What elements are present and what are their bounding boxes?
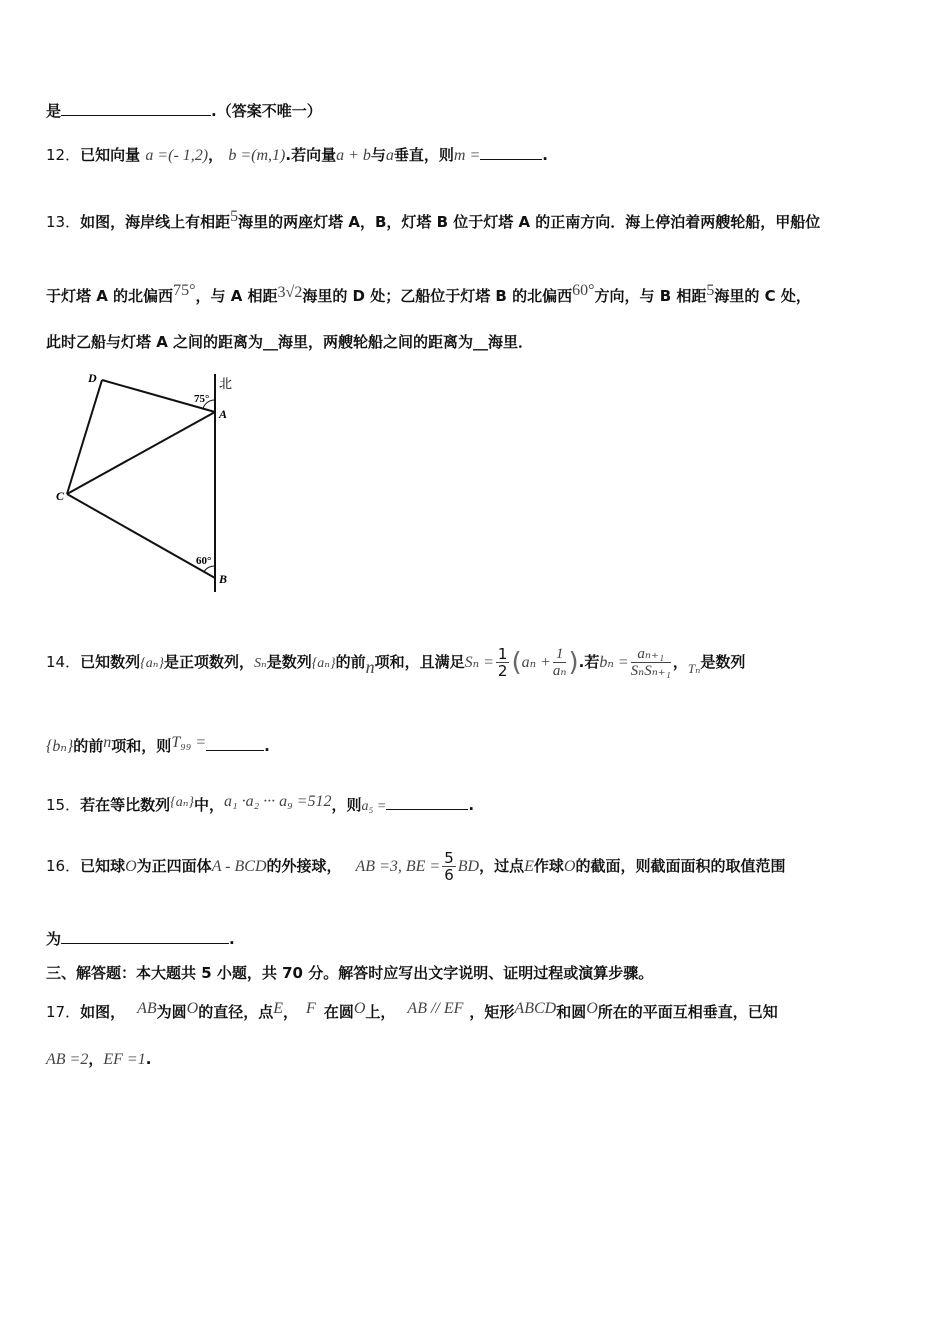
question-12: 12．已知向量 a =(- 1,2)， b =(m,1).若向量a + b与a垂直，则m = . — [46, 146, 548, 164]
lighthouse-diagram — [48, 360, 248, 595]
answer-blank — [206, 736, 264, 751]
point-c-label: C — [56, 489, 65, 503]
answer-blank — [61, 101, 211, 116]
point-d-label: D — [88, 371, 97, 385]
point-a-label: A — [219, 407, 228, 421]
angle-75-label: 75° — [194, 393, 210, 405]
question-15: 15．若在等比数列{aₙ}中，a₁ ·a₂ ··· a₉ =512，则a₅ = . — [46, 793, 475, 814]
question-14-line-2: {bₙ}的前n项和，则T₉₉ = . — [46, 734, 270, 755]
previous-question-tail: 是 .（答案不唯一） — [46, 102, 322, 120]
question-17-line-2: AB =2，EF =1. — [46, 1050, 152, 1068]
question-13-line-3: 此时乙船与灯塔 A 之间的距离为__海里，两艘轮船之间的距离为__海里． — [46, 333, 534, 351]
question-13-line-1: 13．如图，海岸线上有相距5海里的两座灯塔 A，B，灯塔 B 位于灯塔 A 的正南方向．海上停泊着两艘轮船，甲船位 — [46, 208, 821, 231]
vector-a: a =(- 1,2) — [145, 147, 209, 164]
answer-blank — [386, 795, 468, 810]
question-16-line-2: 为 . — [46, 930, 235, 948]
question-14-line-1: 14．已知数列{aₙ}是正项数列，Sₙ是数列{aₙ}的前n项和，且满足Sₙ = $\frac{1}{2}$ (aₙ + $\frac{1}{\text{aₙ}}$ ).若bₙ = $\frac{\text{aₙ₊₁}}{\text{SₙSₙ₊₁}}$ ，Tₙ是数列 — [46, 645, 746, 680]
fraction-five-sixths: $\frac{5}{6}$ — [444, 849, 454, 884]
fraction-one-over-an: $\frac{1}{\text{aₙ}}$ — [552, 646, 567, 679]
answer-blank — [480, 145, 542, 160]
segment-cb — [67, 494, 215, 578]
fraction-one-half: $\frac{1}{2}$ — [497, 645, 508, 680]
question-17-line-1: 17．如图， AB为圆O的直径，点E， F 在圆O上， AB // EF ，矩形ABCD和圆O所在的平面互相垂直，已知 — [46, 1000, 778, 1021]
question-16-line-1: 16．已知球O为正四面体A - BCD的外接球， AB =3, BE = $\frac{5}{6}$ BD，过点E作球O的截面，则截面面积的取值范围 — [46, 849, 786, 884]
north-label: 北 — [219, 377, 233, 392]
question-13-line-2: 于灯塔 A 的北偏西75°，与 A 相距3√2海里的 D 处；乙船位于灯塔 B 的北偏西60°方向，与 B 相距5海里的 C 处， — [46, 282, 811, 305]
fraction-bn: $\frac{\text{aₙ₊₁}}{\text{SₙSₙ₊₁}}$ — [630, 646, 671, 679]
vector-b: b =(m,1) — [228, 147, 286, 164]
section-3-heading: 三、解答题：本大题共 5 小题，共 70 分。解答时应写出文字说明、证明过程或演算步骤。 — [46, 964, 654, 982]
angle-60-label: 60° — [196, 555, 212, 567]
answer-blank — [61, 929, 229, 944]
point-b-label: B — [219, 572, 228, 586]
